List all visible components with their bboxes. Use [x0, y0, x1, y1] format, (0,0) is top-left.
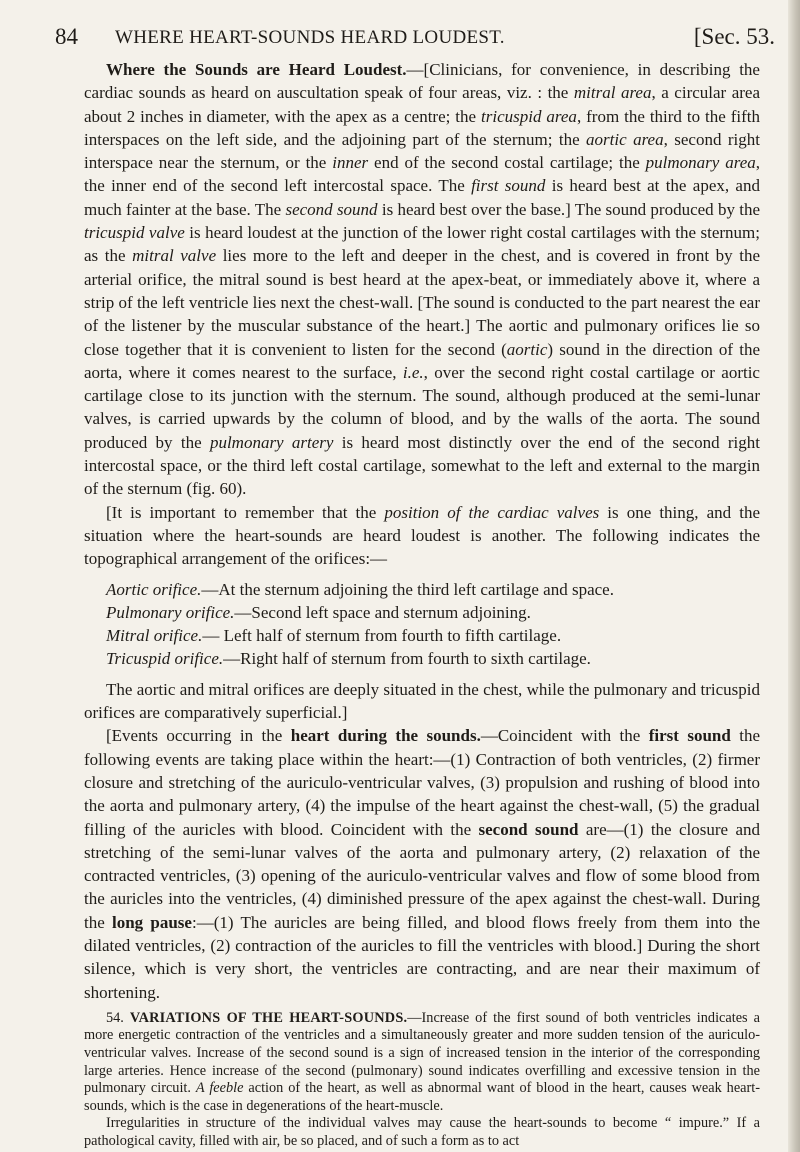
book-page — [55, 0, 785, 1151]
orifice-list — [84, 578, 760, 671]
page-edge-shadow — [788, 0, 800, 1152]
section-54-paragraph: 54. VARIATIONS OF THE HEART-SOUNDS.—Increase of the first sound of both ventricles indicates a more energetic contraction of the ventricles and a simultaneously greater and more sudden tension of the auriculo-ventricular valves. Increase of the second sound is a sign of increased tension in the interior of the corresponding large arteries. Hence increase of the second (pulmonary) sound indicates overfilling and excessive tension in the pulmonary circuit. A feeble action of the heart, as well as abnormal want of blood in the heart, causes weak heart-sounds, which is the case in degenerations of the heart-muscle. — [84, 1009, 761, 1114]
paragraph-valve-position: [It is important to remember that the position of the cardiac valves is one thing, and the situation where the heart-sounds are heard loudest is another. The following indicates the topographical arrangement of the orifices:— — [84, 502, 760, 569]
list-item-pulmonary: Pulmonary orifice.—Second left space and sternum adjoining. — [106, 602, 531, 622]
list-item-mitral: Mitral orifice.— Left half of sternum from fourth to fifth cartilage. — [106, 626, 562, 646]
section-heading: VARIATIONS OF THE HEART-SOUNDS. — [129, 1009, 408, 1026]
section-54 — [84, 1010, 760, 1151]
section-number: 54. — [106, 1009, 124, 1026]
page-header — [55, 0, 785, 58]
paragraph-events-during-sounds: [Events occurring in the heart during the sounds.—Coincident with the first sound the following events are taking place within the heart:—(1) Contraction of both ventricles, (2) firmer closure and stretching of the auriculo-ventricular valves, (3) propulsion and rushing of blood into the aorta and pulmonary artery, (4) the impulse of the heart against the chest-wall, (5) the gradual filling of the auricles with blood. Coincident with the second sound are—(1) the closure and stretching of the semi-lunar valves of the aorta and pulmonary artery, (2) relaxation of the contracted ventricles, (3) opening of the auriculo-ventricular valves and flow of some blood from the auricles into the ventricles, (4) diminished pressure of the apex against the chest-wall. During the long pause:—(1) The auricles are being filled, and blood flows freely from them into the dilated ventricles, (2) contraction of the auricles to fill the ventricles with blood.] During the short silence, which is very short, the ventricles are contracting, and are near their maximum of shortening. — [84, 726, 761, 1002]
main-text — [84, 58, 760, 1004]
list-item-tricuspid: Tricuspid orifice.—Right half of sternum from fourth to sixth cartilage. — [106, 649, 591, 669]
paragraph-lead-heading: Where the Sounds are Heard Loudest. — [106, 60, 407, 79]
running-title: WHERE HEART-SOUNDS HEARD LOUDEST. — [115, 27, 505, 48]
list-item-aortic: Aortic orifice.—At the sternum adjoining the third left cartilage and space. — [106, 579, 614, 599]
section-54-paragraph-2: Irregularities in structure of the individual valves may cause the heart-sounds to become “ impure.” If a pathological cavity, filled with air, be so placed, and of such a form as to act — [84, 1115, 760, 1150]
paragraph-orifice-depth: The aortic and mitral orifices are deeply situated in the chest, while the pulmonary and tricuspid orifices are comparatively superficial.] — [84, 679, 760, 723]
page-number: 84 — [55, 24, 78, 49]
section-marker: [Sec. 53. — [693, 24, 775, 49]
paragraph-where-sounds-heard: Where the Sounds are Heard Loudest.—[Clinicians, for convenience, in describing the cardiac sounds as heard on auscultation speak of four areas, viz. : the mitral area, a circular area about 2 inches in diameter, with the apex as a centre; the tricuspid area, from the third to the fifth interspaces on the left side, and the adjoining part of the sternum; the aortic area, second right interspace near the sternum, or the inner end of the second costal cartilage; the pulmonary area, the inner end of the second left intercostal space. The first sound is heard best at the apex, and much fainter at the base. The second sound is heard best over the base.] The sound produced by the tricuspid valve is heard loudest at the junction of the lower right costal cartilages with the sternum; as the mitral valve lies more to the left and deeper in the chest, and is covered in front by the arterial orifice, the mitral sound is best heard at the apex-beat, or immediately above it, where a strip of the left ventricle lies next the chest-wall. [The sound is conducted to the part nearest the ear of the listener by the muscular substance of the heart.] The aortic and pulmonary orifices lie so close together that it is convenient to listen for the second (aortic) sound in the direction of the aorta, where it comes nearest to the surface, i.e., over the second right costal cartilage or aortic cartilage close to its junction with the sternum. The sound, although produced at the semi-lunar valves, is carried upwards by the column of blood, and by the walls of the aorta. The sound produced by the pulmonary artery is heard most distinctly over the end of the second right intercostal space, or the third left costal cartilage, somewhat to the left and external to the margin of the sternum (fig. 60). — [84, 60, 761, 499]
